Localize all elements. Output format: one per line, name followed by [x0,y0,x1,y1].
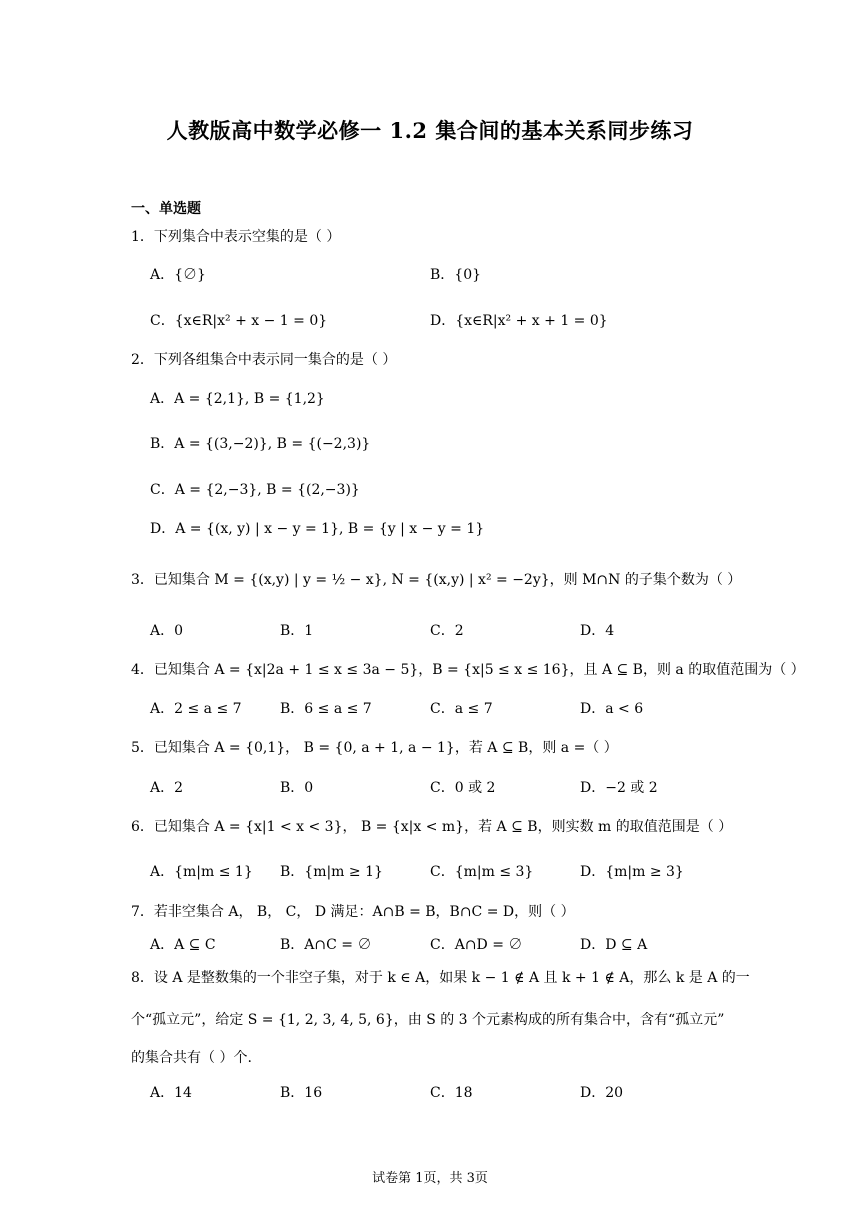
question-3-option-a: A．0 [150,623,184,639]
question-1-option-c: C．{x∈R|x² + x − 1 = 0} [150,313,328,329]
question-8-stem-line-2: 个“孤立元”，给定 S = {1, 2, 3, 4, 5, 6}，由 S 的 3 个元素构成的所有集合中，含有“孤立元” [131,1012,725,1028]
question-7-option-d: D．D ⊆ A [580,937,648,953]
question-6-option-a: A．{m|m ≤ 1} [150,864,253,880]
question-7-option-c: C．A∩D = ∅ [430,937,523,953]
question-6-option-b: B．{m|m ≥ 1} [280,864,383,880]
question-2-option-a: A．A = {2,1}, B = {1,2} [150,391,325,407]
section-heading: 一、单选题 [131,201,201,217]
question-4-stem: 4．已知集合 A = {x|2a + 1 ≤ x ≤ 3a − 5}，B = {x|5 ≤ x ≤ 16}，且 A ⊆ B，则 a 的取值范围为（ ） [131,662,805,678]
question-3-stem: 3．已知集合 M = {(x,y) | y = ½ − x}, N = {(x,y) | x² = −2y}，则 M∩N 的子集个数为（ ） [131,572,742,588]
question-7-option-a: A．A ⊆ C [150,937,216,953]
question-5-option-c: C．0 或 2 [430,780,496,796]
question-3-option-c: C．2 [430,623,464,639]
question-1-stem: 1．下列集合中表示空集的是（ ） [131,229,341,245]
question-6-stem: 6．已知集合 A = {x|1 < x < 3}， B = {x|x < m}，若 A ⊆ B，则实数 m 的取值范围是（ ） [131,819,733,835]
question-2-option-c: C．A = {2,−3}, B = {(2,−3)} [150,482,360,498]
question-7-option-b: B．A∩C = ∅ [280,937,372,953]
question-5-option-b: B．0 [280,780,314,796]
question-2-option-d: D．A = {(x, y) | x − y = 1}, B = {y | x − y = 1} [150,521,485,537]
question-8-option-b: B．16 [280,1085,323,1101]
question-1-option-a: A．{∅} [150,267,206,283]
page-title: 人教版高中数学必修一 1.2 集合间的基本关系同步练习 [166,118,694,143]
question-8-option-c: C．18 [430,1085,473,1101]
question-8-option-a: A．14 [150,1085,192,1101]
question-5-stem: 5．已知集合 A = {0,1}， B = {0, a + 1, a − 1}，若 A ⊆ B，则 a =（ ） [131,740,618,756]
question-2-option-b: B．A = {(3,−2)}, B = {(−2,3)} [150,436,371,452]
page-footer: 试卷第 1页，共 3页 [372,1171,488,1186]
question-8-stem-line-3: 的集合共有（ ）个. [131,1050,252,1066]
question-7-stem: 7．若非空集合 A， B， C， D 满足：A∩B = B，B∩C = D，则（ ） [131,904,575,920]
question-5-option-a: A．2 [150,780,184,796]
question-2-stem: 2．下列各组集合中表示同一集合的是（ ） [131,352,397,368]
question-4-option-c: C．a ≤ 7 [430,701,493,717]
question-4-option-b: B．6 ≤ a ≤ 7 [280,701,372,717]
question-4-option-a: A．2 ≤ a ≤ 7 [150,701,242,717]
question-8-option-d: D．20 [580,1085,624,1101]
question-3-option-d: D．4 [580,623,615,639]
question-1-option-d: D．{x∈R|x² + x + 1 = 0} [430,313,608,329]
question-3-option-b: B．1 [280,623,314,639]
question-8-stem-line-1: 8．设 A 是整数集的一个非空子集，对于 k ∈ A，如果 k − 1 ∉ A 且 k + 1 ∉ A，那么 k 是 A 的一 [131,970,750,986]
question-4-option-d: D．a < 6 [580,701,644,717]
question-6-option-c: C．{m|m ≤ 3} [430,864,534,880]
question-6-option-d: D．{m|m ≥ 3} [580,864,684,880]
question-1-option-b: B．{0} [430,267,482,283]
question-5-option-d: D．−2 或 2 [580,780,658,796]
